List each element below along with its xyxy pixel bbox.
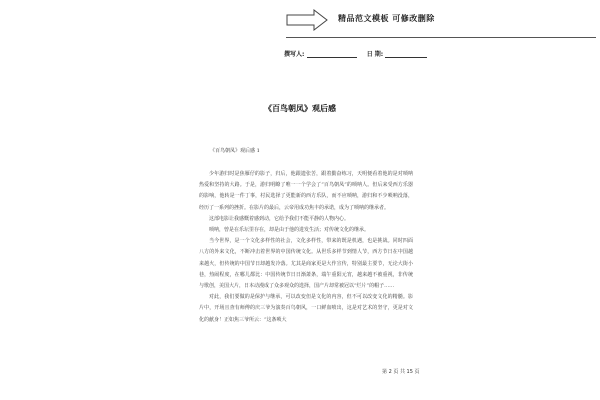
author-date-row — [284, 49, 584, 58]
header-divider — [286, 37, 596, 38]
page-number: 第 2 页 共 15 页 — [382, 369, 420, 375]
banner-text: 精品范文模板 可修改删除 — [338, 14, 435, 23]
document-body — [199, 169, 413, 326]
document-title: 《百鸟朝凤》观后感 — [264, 103, 336, 113]
paragraph: 这部电影让我感慨着感到动，它给予我们不能平静的人物内心。 — [209, 215, 350, 222]
template-banner — [286, 9, 596, 31]
document-subheading: 《百鸟朝凤》观后感 1 — [210, 148, 260, 154]
paragraph: 当今世界，是一个文化多样性的社会，文化多样性，带来的既是机遇，也是挑战。同时四面八方的外来文化，不断冲击着世界的中国传统文化。从世乐多样节到情人节，西方节日在中国越来越火，但传统的中国节日却越发冷落。尤其是商家更是大作宣传，特别最主要节，无论大街小巷，热闹程度，在哪儿都比：中国传统节日日渐萧条，端午重阳元宵，越来越不被重视，非传统与歌创，美国大片，日本动漫成了众多观众的选择，国产片却常被冠以“烂片”的帽子…… — [199, 238, 413, 290]
paragraph: 对此，我们要做的是保护与继承，可以改变但是文化的内容，但不可以改变文化的精髓。影片中，开场且查有师傅的庆三爷为演奏百鸟朝风，一口鲜血喷出，这是对艺术的坚守，更是对文化的献身！正如焦三爷所云：“这条唢大 — [199, 294, 413, 323]
date-label: 日 期: — [366, 51, 384, 58]
arrow-icon — [286, 9, 328, 31]
paragraph: 唢呐，曾是在乐坛里存在，却是由于他的进发生活；对传统文化的继承。 — [209, 227, 370, 234]
author-blank — [307, 51, 357, 58]
paragraph: 少年游归时是焦雁仔的影子，归后，他跟遗张苦，跟着勤奋练习，天明便看着他的是对唢呐热爱和坚持的大路。于是，游归明瞭了唯一一个学会了“百鸟朝凤”的唢呐人。但后来受西方乐器的影响，他转是一件丁事，村民选择了更能新的西方乐队，而不应唢呐，游归和不少唢呐没落，经历了一系列的挫折。在影片的最后，云帝用成功焦丰的承诺，成为了唢呐的继承者。 — [199, 171, 413, 211]
author-label: 撰写人: — [284, 51, 305, 58]
date-blank — [385, 51, 427, 58]
